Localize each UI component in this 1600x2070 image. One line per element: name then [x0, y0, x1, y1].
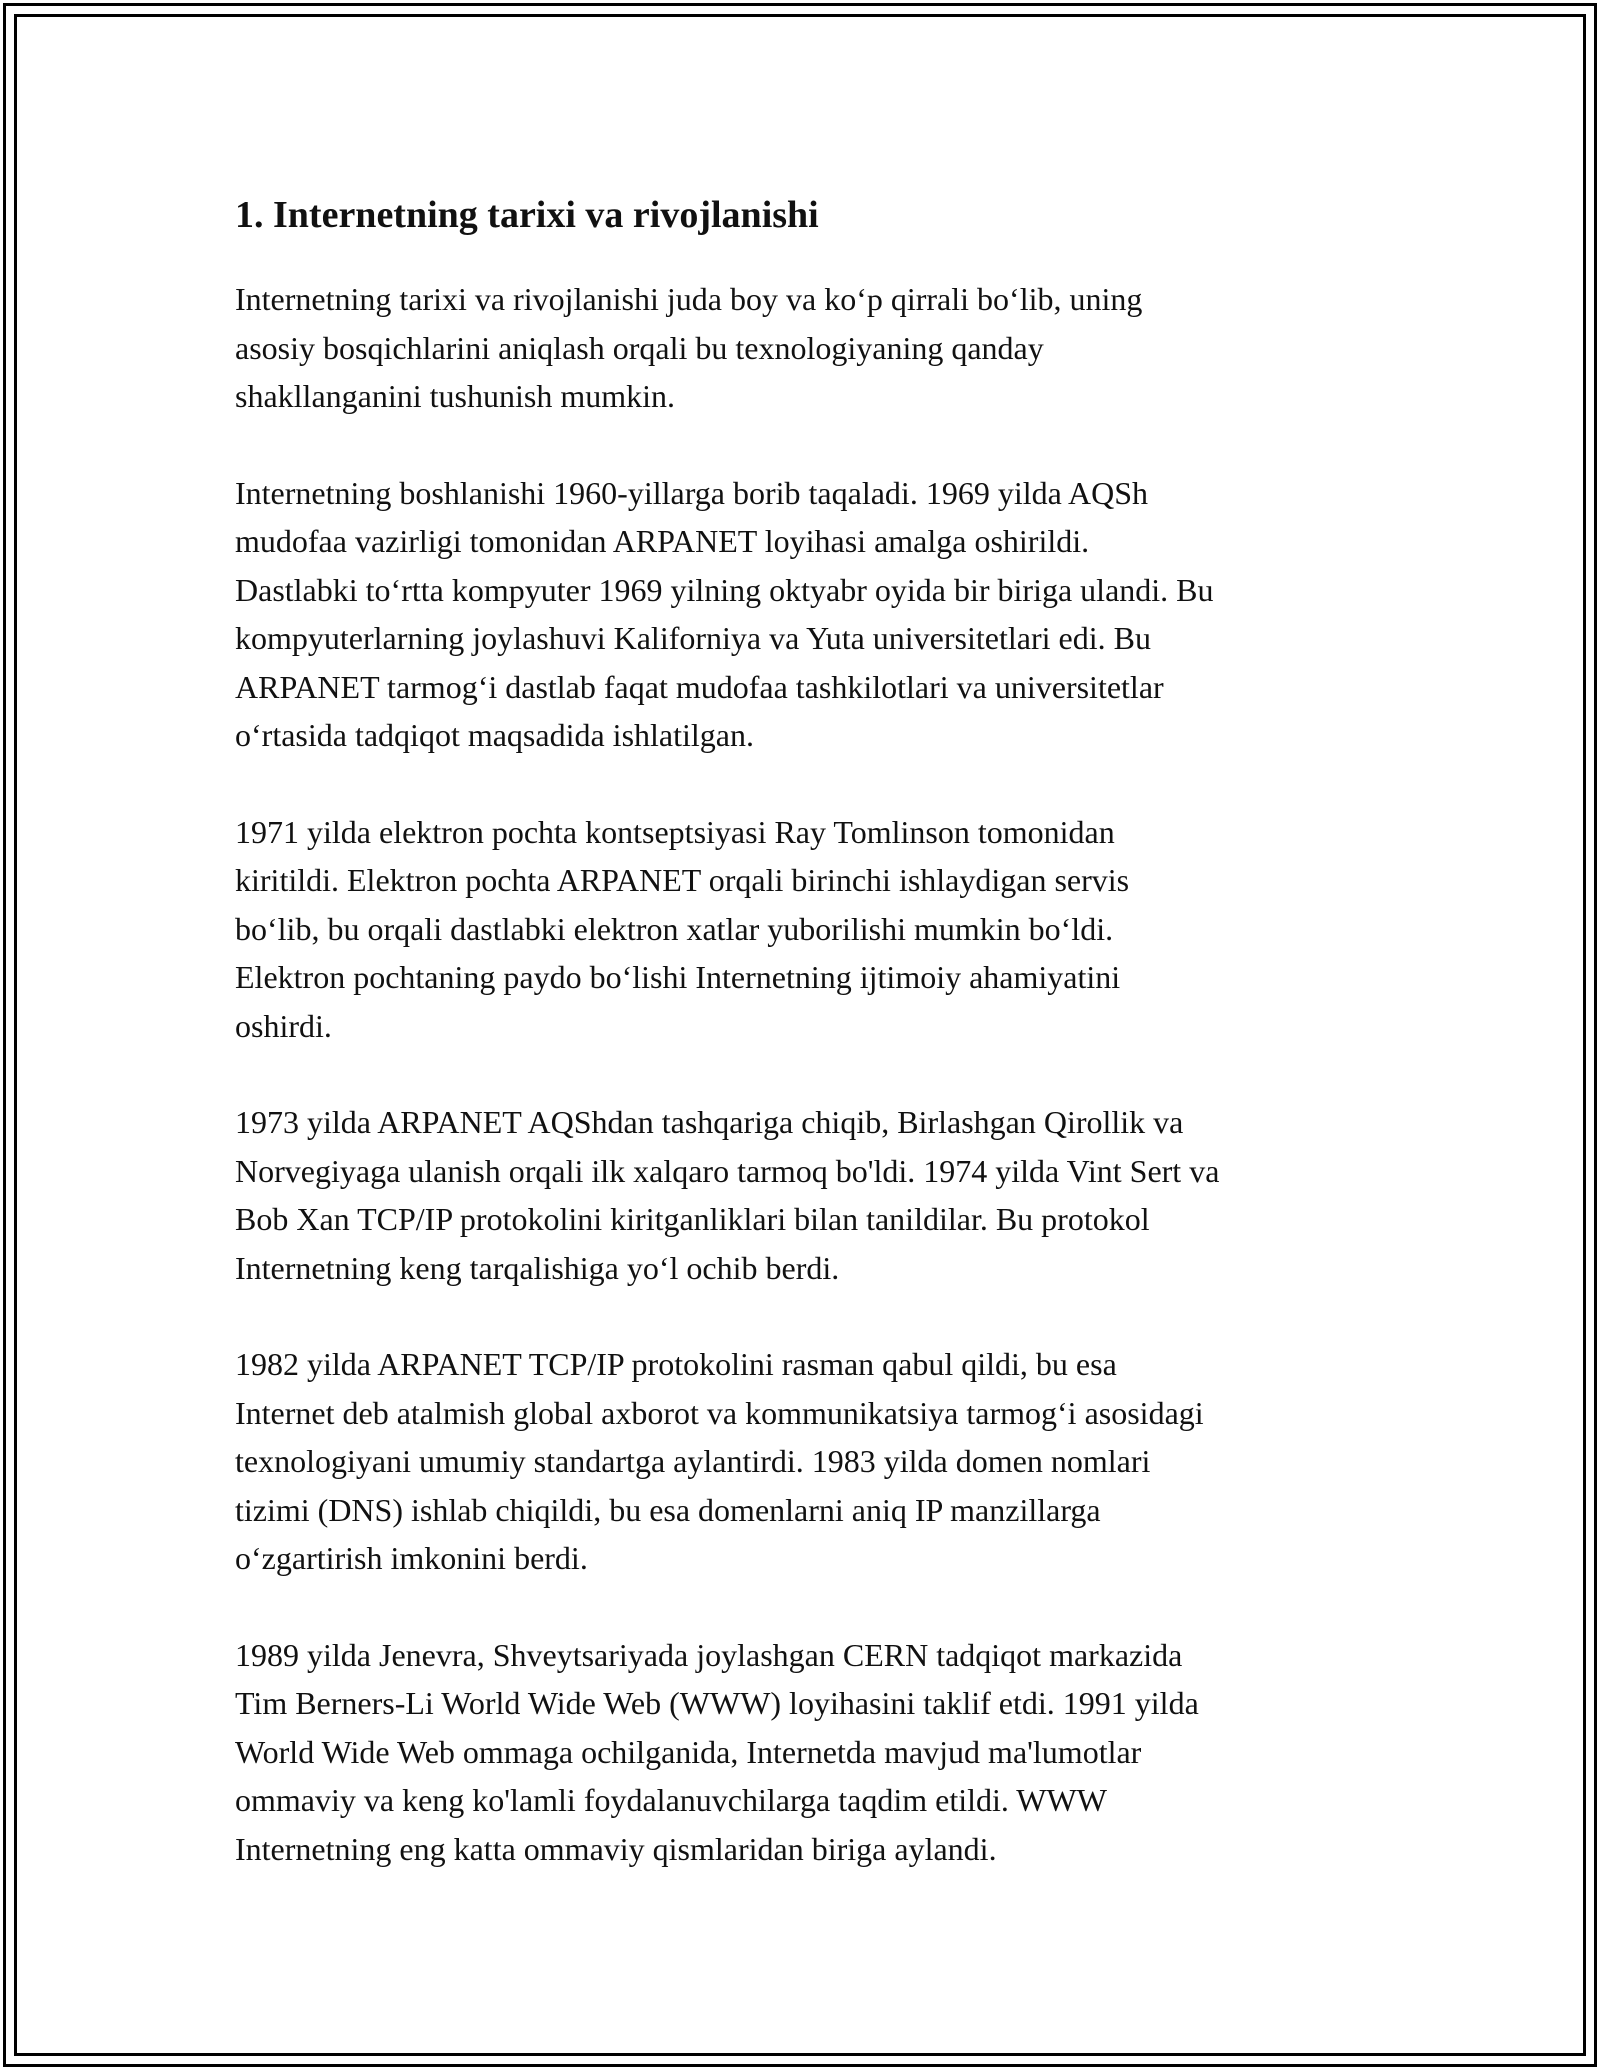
text-line: Internetning keng tarqalishiga yoʻl ochib berdi.	[235, 1249, 840, 1286]
text-line: boʻlib, bu orqali dastlabki elektron xatlar yuborilishi mumkin boʻldi.	[235, 910, 1114, 947]
text-line: Internetning tarixi va rivojlanishi juda boy va koʻp qirrali boʻlib, uning	[235, 281, 1143, 317]
text-line: oʻrtasida tadqiqot maqsadida ishlatilgan.	[235, 717, 754, 753]
document-body	[235, 185, 1385, 1921]
text-line: ARPANET tarmogʻi dastlab faqat mudofaa tashkilotlari va universitetlar	[235, 668, 1164, 705]
text-line: tizimi (DNS) ishlab chiqildi, bu esa domenlarni aniq IP manzillarga	[235, 1491, 1101, 1528]
text-line: texnologiyani umumiy standartga aylantirdi. 1983 yilda domen nomlari	[235, 1443, 1151, 1479]
text-line: oshirdi.	[235, 1007, 332, 1044]
section-heading: 1. Internetning tarixi va rivojlanishi	[235, 194, 819, 236]
text-line: Norvegiyaga ulanish orqali ilk xalqaro tarmoq bo'ldi. 1974 yilda Vint Sert va	[235, 1152, 1220, 1189]
paragraph-6	[235, 1631, 1385, 1874]
text-line: Elektron pochtaning paydo boʻlishi Internetning ijtimoiy ahamiyatini	[235, 959, 1121, 995]
text-line: ommaviy va keng ko'lamli foydalanuvchilarga taqdim etildi. WWW	[235, 1782, 1107, 1818]
text-line: Dastlabki toʻrtta kompyuter 1969 yilning oktyabr oyida bir biriga ulandi. Bu	[235, 571, 1214, 608]
text-line: oʻzgartirish imkonini berdi.	[235, 1540, 588, 1576]
text-line: 1982 yilda ARPANET TCP/IP protokolini rasman qabul qildi, bu esa	[235, 1346, 1117, 1382]
text-line: 1973 yilda ARPANET AQShdan tashqariga chiqib, Birlashgan Qirollik va	[235, 1104, 1184, 1140]
text-line: 1971 yilda elektron pochta kontseptsiyasi Ray Tomlinson tomonidan	[235, 813, 1115, 850]
text-line: World Wide Web ommaga ochilganida, Internetda mavjud ma'lumotlar	[235, 1733, 1142, 1770]
text-line: Internetning boshlanishi 1960-yillarga borib taqaladi. 1969 yilda AQSh	[235, 474, 1149, 511]
paragraph-5	[235, 1340, 1385, 1583]
text-line: kompyuterlarning joylashuvi Kaliforniya va Yuta universitetlari edi. Bu	[235, 620, 1151, 656]
paragraph-1	[235, 275, 1385, 421]
paragraph-3	[235, 808, 1385, 1051]
text-line: 1989 yilda Jenevra, Shveytsariyada joylashgan CERN tadqiqot markazida	[235, 1636, 1183, 1673]
text-line: mudofaa vazirligi tomonidan ARPANET loyihasi amalga oshirildi.	[235, 523, 1090, 559]
text-line: Bob Xan TCP/IP protokolini kiritganliklari bilan tanildilar. Bu protokol	[235, 1201, 1150, 1237]
paragraph-2	[235, 469, 1385, 760]
text-line: Internet deb atalmish global axborot va kommunikatsiya tarmogʻi asosidagi	[235, 1394, 1204, 1431]
text-line: Internetning eng katta ommaviy qismlaridan biriga aylandi.	[235, 1830, 997, 1867]
paragraph-4	[235, 1098, 1385, 1292]
text-line: shakllanganini tushunish mumkin.	[235, 378, 675, 414]
text-line: Tim Berners-Li World Wide Web (WWW) loyihasini taklif etdi. 1991 yilda	[235, 1685, 1199, 1721]
text-line: kiritildi. Elektron pochta ARPANET orqali birinchi ishlaydigan servis	[235, 862, 1130, 898]
text-line: asosiy bosqichlarini aniqlash orqali bu texnologiyaning qanday	[235, 329, 1044, 366]
